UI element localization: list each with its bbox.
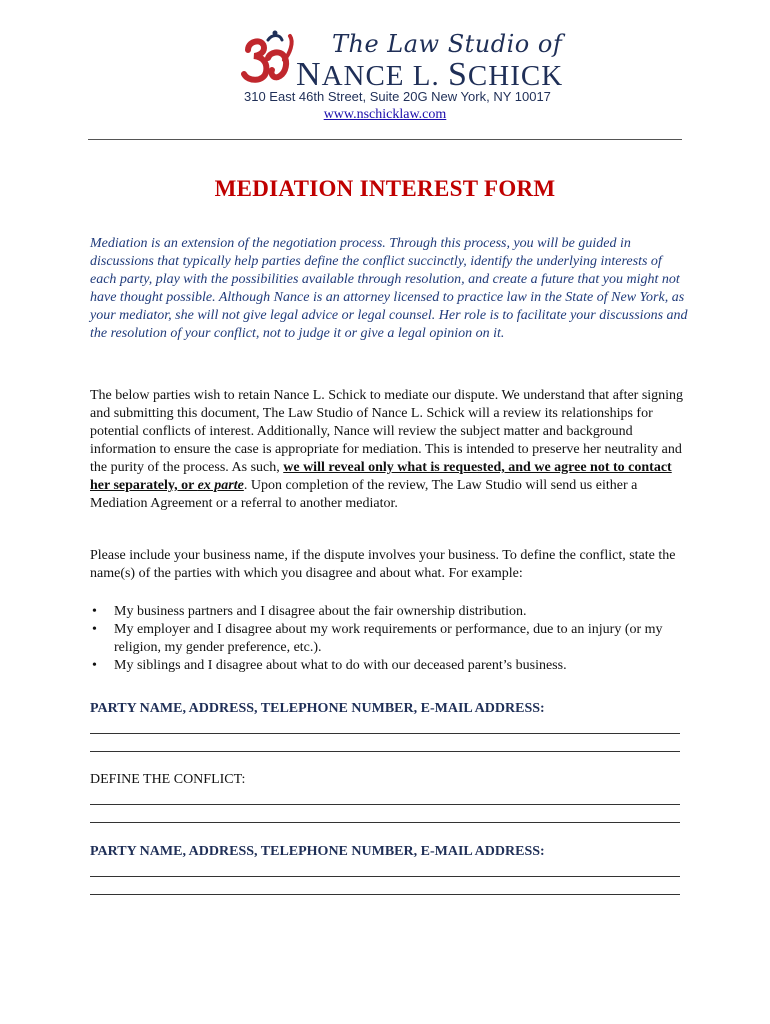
firm-address: 310 East 46th Street, Suite 20G New York, NY 10017 xyxy=(244,89,551,104)
list-item xyxy=(90,621,690,657)
party-info-line-3[interactable] xyxy=(90,876,680,877)
firm-name-initial-s: S xyxy=(447,56,468,93)
party-info-line-1[interactable] xyxy=(90,733,680,734)
om-symbol-logo-icon xyxy=(240,30,298,86)
retention-paragraph xyxy=(90,387,690,513)
bullet-icon: • xyxy=(92,604,97,619)
firm-name-initial-n: N xyxy=(296,56,322,93)
retention-text-after: . Upon completion of the review, The Law Studio will send us either a Mediation Agreement or a referral to another mediator. xyxy=(90,478,638,511)
party-info-line-2[interactable] xyxy=(90,751,680,752)
conflict-line-2[interactable] xyxy=(90,822,680,823)
list-item-text: My business partners and I disagree about the fair ownership distribution. xyxy=(114,604,527,619)
bullet-icon: • xyxy=(92,658,97,673)
instructions-paragraph: Please include your business name, if the dispute involves your business. To define the conflict, state the name(s) of the parties with which you disagree and about what. For example: xyxy=(90,548,676,581)
list-item xyxy=(90,603,690,621)
list-item-text: My siblings and I disagree about what to do with our deceased parent’s business. xyxy=(114,658,567,673)
define-conflict-label: DEFINE THE CONFLICT: xyxy=(90,772,246,787)
letterhead xyxy=(0,28,770,108)
intro-paragraph: Mediation is an extension of the negotiation process. Through this process, you will be guided in discussions that typically help parties define the conflict succinctly, identify the underlying interests of each party, play with the possibilities available through resolution, and create a future that you might not have thought possible. Although Nance is an attorney licensed to practice law in the State of New York, as your mediator, she will not give legal advice or legal counsel. Her role is to facilitate your discussions and the resolution of your conflict, not to judge it or give a legal opinion on it. xyxy=(90,236,688,341)
party-info-line-4[interactable] xyxy=(90,894,680,895)
list-item-text: My employer and I disagree about my work requirements or performance, due to an injury (or my religion, my gender preference, etc.). xyxy=(114,622,663,655)
firm-name-part-2: CHICK xyxy=(467,60,564,92)
party-info-label-1: PARTY NAME, ADDRESS, TELEPHONE NUMBER, E-MAIL ADDRESS: xyxy=(90,701,545,716)
retention-emphasis-text: we will reveal only what is requested, and we agree not to contact her separately, or xyxy=(90,460,672,493)
example-list xyxy=(90,603,690,675)
bullet-icon: • xyxy=(92,622,97,637)
party-info-label-2: PARTY NAME, ADDRESS, TELEPHONE NUMBER, E-MAIL ADDRESS: xyxy=(90,844,545,859)
header-divider xyxy=(88,139,682,140)
firm-name-part-1: ANCE L. xyxy=(321,60,448,92)
retention-text-before: The below parties wish to retain Nance L. Schick to mediate our dispute. We understand that after signing and submitting this document, The Law Studio of Nance L. Schick will a review its relationships for potential conflicts of interest. Additionally, Nance will review the subject matter and background information to ensure the case is appropriate for mediation. This is intended to preserve her neutrality and the purity of the process. As such, xyxy=(90,388,684,475)
form-title: MEDIATION INTEREST FORM xyxy=(214,176,556,201)
studio-line: The Law Studio of xyxy=(332,30,563,58)
retention-emphasis-italic: ex parte xyxy=(197,478,244,493)
website-link[interactable]: www.nschicklaw.com xyxy=(323,107,447,122)
conflict-line-1[interactable] xyxy=(90,804,680,805)
list-item xyxy=(90,657,690,675)
